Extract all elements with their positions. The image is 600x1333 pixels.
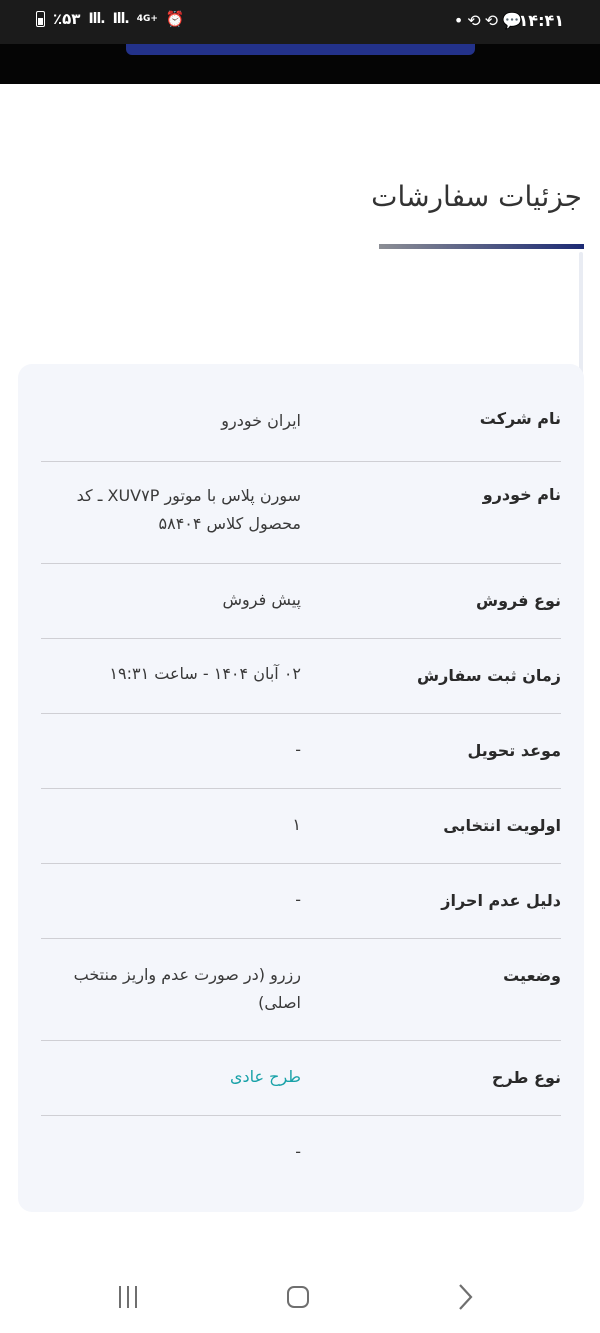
detail-label: اولویت انتخابی <box>443 816 561 835</box>
status-bar <box>0 0 600 44</box>
share-icon-2: ⟲ <box>484 11 499 30</box>
status-left-icons <box>36 10 185 28</box>
detail-row-company <box>41 364 561 462</box>
signal-icon: Ill. <box>88 11 105 27</box>
title-underline <box>379 244 584 249</box>
detail-label: موعد تحویل <box>467 741 561 760</box>
detail-label: نام شرکت <box>479 409 561 428</box>
header-action-button[interactable] <box>126 44 475 55</box>
detail-value: - <box>295 740 301 759</box>
detail-row-car-name <box>41 462 561 564</box>
detail-label: وضعیت <box>503 966 561 985</box>
detail-label: نوع فروش <box>476 591 561 610</box>
notification-icons <box>454 10 522 32</box>
detail-row-sale-type <box>41 564 561 639</box>
detail-value: پیش فروش <box>222 590 301 609</box>
detail-row-priority <box>41 789 561 864</box>
back-icon[interactable] <box>456 1282 474 1312</box>
recents-icon[interactable] <box>119 1286 137 1308</box>
detail-value: ۰۲ آبان ۱۴۰۴ - ساعت ۱۹:۳۱ <box>109 664 301 683</box>
share-icon: ⟲ <box>467 11 481 30</box>
signal-icon-2: Ill. <box>112 11 129 27</box>
detail-value: - <box>295 890 301 909</box>
network-icon: 4G+ <box>136 13 158 24</box>
detail-row-status <box>41 939 561 1041</box>
battery-percent: ٪۵۳ <box>53 10 81 28</box>
detail-value: سورن پلاس با موتور XUV۷P ـ کد محصول کلاس ۵۸۴۰۴ <box>76 486 301 533</box>
detail-row-extra <box>41 1116 561 1206</box>
detail-label: نوع طرح <box>491 1068 561 1087</box>
app-header-strip <box>0 44 600 84</box>
home-icon[interactable] <box>287 1286 309 1308</box>
chat-icon: 💬 <box>502 11 522 30</box>
page-title: جزئیات سفارشات <box>371 180 582 213</box>
plan-type-link[interactable]: طرح عادی <box>229 1067 301 1086</box>
dot-icon: • <box>453 11 464 30</box>
detail-row-plan-type <box>41 1041 561 1116</box>
battery-icon <box>36 11 45 27</box>
detail-value: ایران خودرو <box>221 411 301 430</box>
alarm-icon: ⏰ <box>165 10 185 28</box>
detail-value: ۱ <box>292 815 301 834</box>
detail-row-delivery-date <box>41 714 561 789</box>
detail-label: دلیل عدم احراز <box>441 891 561 910</box>
detail-label: نام خودرو <box>482 485 561 504</box>
detail-value: - <box>295 1142 301 1161</box>
clock: ۱۴:۴۱ <box>518 11 564 30</box>
detail-value: رزرو (در صورت عدم واریز منتخب اصلی) <box>73 965 301 1012</box>
order-details-card <box>18 364 584 1212</box>
navigation-bar <box>0 1260 600 1333</box>
detail-row-order-time <box>41 639 561 714</box>
detail-label: زمان ثبت سفارش <box>417 666 561 685</box>
detail-row-rejection-reason <box>41 864 561 939</box>
